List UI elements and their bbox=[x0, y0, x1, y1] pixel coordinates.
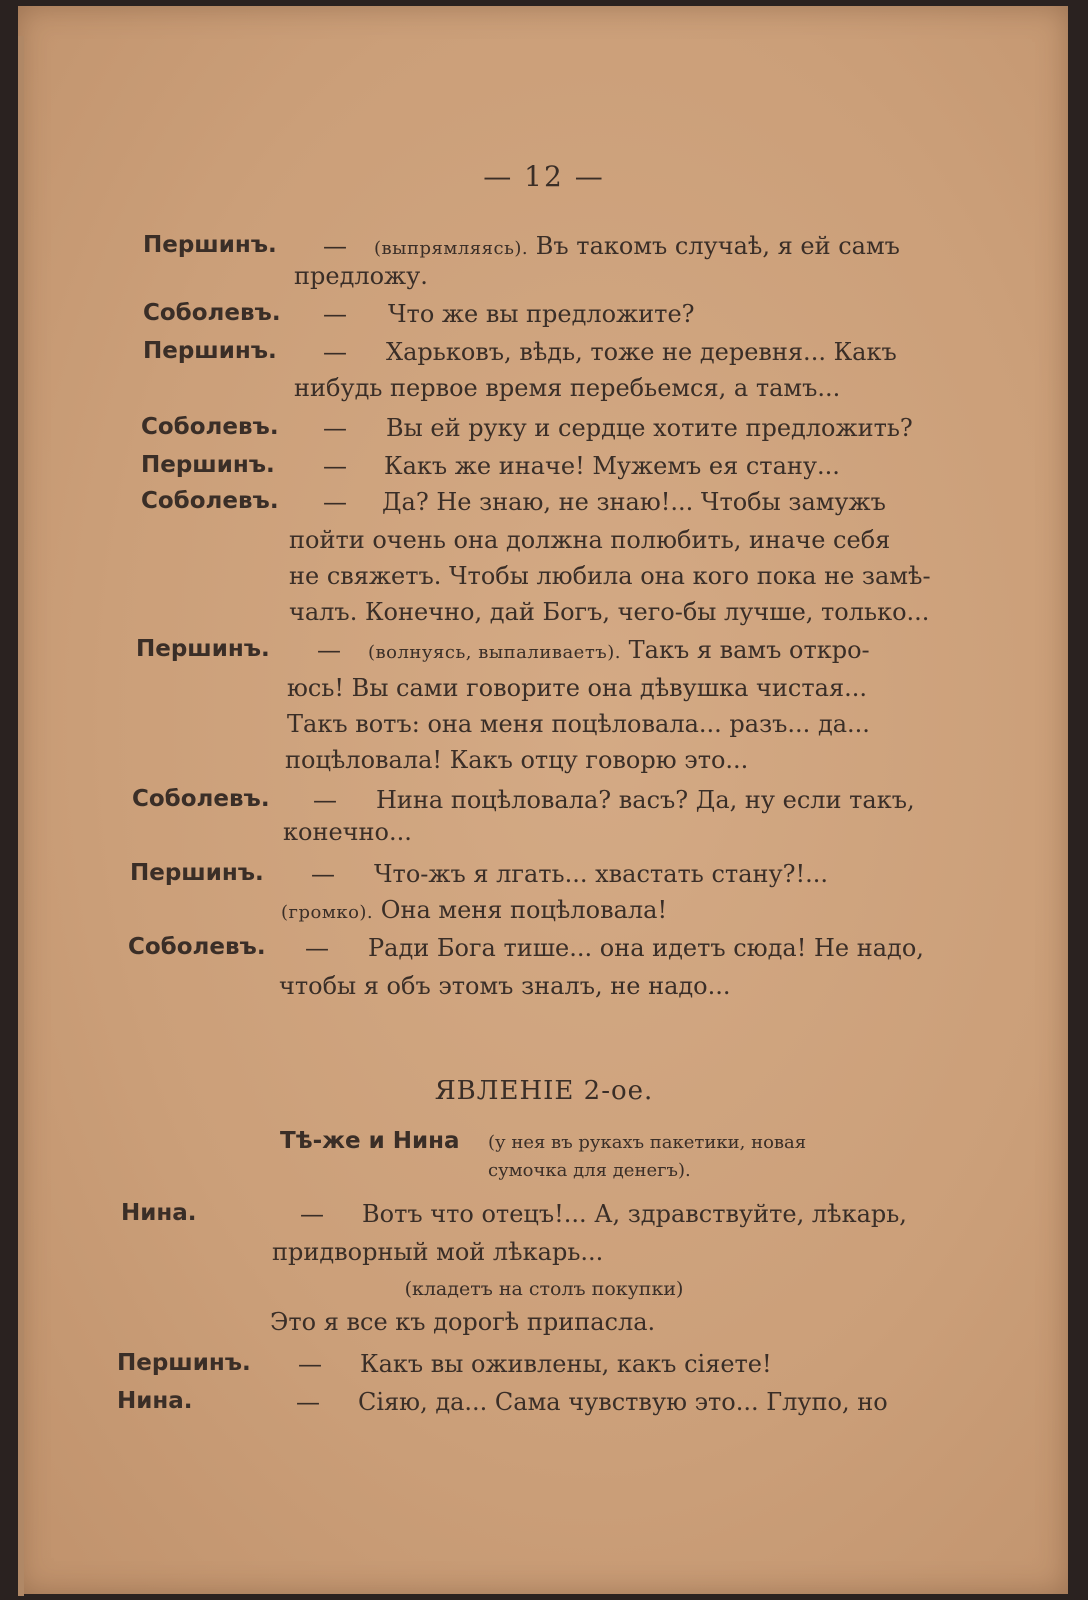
dialogue-dash: — bbox=[323, 488, 347, 516]
speaker-name: Першинъ. bbox=[136, 636, 270, 662]
dialogue-text: Что же вы предложите? bbox=[388, 300, 695, 328]
dialogue-text: Нина поцѣловала? васъ? Да, ну если такъ, bbox=[376, 786, 915, 814]
dialogue-text: (выпрямляясь). Въ такомъ случаѣ, я ей самъ bbox=[374, 232, 900, 260]
dialogue-line bbox=[0, 674, 1088, 714]
dialogue-dash: — bbox=[300, 1200, 324, 1228]
stage-direction: (у нея въ рукахъ пакетики, новая bbox=[488, 1132, 807, 1153]
dialogue-text: Что-жъ я лгать... хвастать стану?!... bbox=[374, 860, 829, 888]
dialogue-text: Такъ вотъ: она меня поцѣловала... разъ... да... bbox=[287, 710, 870, 738]
speaker-name: Першинъ. bbox=[141, 452, 275, 478]
dialogue-line bbox=[0, 452, 1088, 492]
dialogue-line bbox=[0, 338, 1088, 378]
dialogue-dash: — bbox=[323, 338, 347, 366]
speaker-name: Соболевъ. bbox=[143, 300, 281, 326]
dialogue-dash: — bbox=[311, 860, 335, 888]
dialogue-text: придворный мой лѣкарь... bbox=[272, 1238, 604, 1266]
dialogue-text: чалъ. Конечно, дай Богъ, чего-бы лучше, только... bbox=[289, 598, 930, 626]
dialogue-text: (волнуясь, выпаливаетъ). Такъ я вамъ откро- bbox=[368, 636, 870, 664]
stage-direction: (волнуясь, выпаливаетъ). bbox=[368, 642, 621, 663]
dialogue-dash: — bbox=[323, 232, 347, 260]
dialogue-line bbox=[0, 562, 1088, 602]
dialogue-dash: — bbox=[323, 300, 347, 328]
dialogue-line bbox=[0, 746, 1088, 786]
dialogue-line bbox=[0, 972, 1088, 1012]
dialogue-dash: — bbox=[305, 934, 329, 962]
speaker-name: Соболевъ. bbox=[132, 786, 270, 812]
stage-direction: (громко). bbox=[281, 902, 374, 923]
dialogue-text: предложу. bbox=[294, 262, 428, 290]
dialogue-text: Вы ей руку и сердце хотите предложить? bbox=[386, 414, 913, 442]
dialogue-text: Это я все къ дорогѣ припасла. bbox=[270, 1308, 656, 1336]
dialogue-text: юсь! Вы сами говорите она дѣвушка чистая... bbox=[287, 674, 867, 702]
dialogue-line bbox=[0, 374, 1088, 414]
dialogue-dash: — bbox=[317, 636, 341, 664]
dialogue-line bbox=[0, 1200, 1088, 1240]
dialogue-line bbox=[0, 488, 1088, 528]
stage-direction: (выпрямляясь). bbox=[374, 238, 529, 259]
dialogue-text: Да? Не знаю, не знаю!... Чтобы замужъ bbox=[382, 488, 886, 516]
dialogue-line bbox=[0, 1388, 1088, 1428]
speaker-name: Першинъ. bbox=[130, 860, 264, 886]
dialogue-dash: — bbox=[323, 414, 347, 442]
page-number: — 12 — bbox=[483, 160, 605, 193]
dialogue-line bbox=[0, 300, 1088, 340]
dialogue-text: Ради Бога тише... она идетъ сюда! Не надо, bbox=[368, 934, 924, 962]
speaker-name: Нина. bbox=[117, 1388, 193, 1414]
speaker-name: Першинъ. bbox=[143, 338, 277, 364]
dialogue-text: пойти очень она должна полюбить, иначе себя bbox=[289, 526, 891, 554]
dialogue-text: не свяжетъ. Чтобы любила она кого пока не замѣ- bbox=[289, 562, 931, 590]
dialogue-text: Вотъ что отецъ!... А, здравствуйте, лѣкарь, bbox=[362, 1200, 907, 1228]
dialogue-text: Харьковъ, вѣдь, тоже не деревня... Какъ bbox=[386, 338, 897, 366]
dialogue-line bbox=[0, 262, 1088, 302]
dialogue-dash: — bbox=[298, 1350, 322, 1378]
scene-title: ЯВЛЕНІЕ 2-ое. bbox=[434, 1076, 654, 1106]
dialogue-dash: — bbox=[313, 786, 337, 814]
dialogue-line bbox=[0, 818, 1088, 858]
speaker-name: Першинъ. bbox=[143, 232, 277, 258]
dialogue-text: Какъ же иначе! Мужемъ ея стану... bbox=[384, 452, 840, 480]
dialogue-line bbox=[0, 1308, 1088, 1348]
stage-direction: сумочка для денегъ). bbox=[488, 1160, 691, 1181]
speaker-name: Соболевъ. bbox=[128, 934, 266, 960]
dialogue-line bbox=[0, 636, 1088, 676]
dialogue-line bbox=[0, 526, 1088, 566]
dialogue-line bbox=[0, 414, 1088, 454]
stage-direction: (кладетъ на столъ покупки) bbox=[404, 1278, 684, 1300]
scene-cast: Тѣ-же и Нина bbox=[280, 1128, 460, 1154]
dialogue-dash: — bbox=[323, 452, 347, 480]
dialogue-text: нибудь первое время перебьемся, а тамъ... bbox=[294, 374, 841, 402]
dialogue-dash: — bbox=[296, 1388, 320, 1416]
speaker-name: Першинъ. bbox=[117, 1350, 251, 1376]
dialogue-text: (громко). Она меня поцѣловала! bbox=[281, 896, 668, 924]
dialogue-text: Сіяю, да... Сама чувствую это... Глупо, но bbox=[358, 1388, 888, 1416]
dialogue-line bbox=[0, 598, 1088, 638]
dialogue-text: чтобы я объ этомъ зналъ, не надо... bbox=[279, 972, 731, 1000]
speaker-name: Соболевъ. bbox=[141, 414, 279, 440]
dialogue-line bbox=[0, 860, 1088, 900]
dialogue-line bbox=[0, 710, 1088, 750]
dialogue-line bbox=[0, 896, 1088, 936]
dialogue-line bbox=[0, 934, 1088, 974]
speaker-name: Соболевъ. bbox=[141, 488, 279, 514]
dialogue-line bbox=[0, 1238, 1088, 1278]
speaker-name: Нина. bbox=[121, 1200, 197, 1226]
dialogue-text: конечно... bbox=[283, 818, 412, 846]
dialogue-text: Какъ вы оживлены, какъ сіяете! bbox=[360, 1350, 772, 1378]
dialogue-line bbox=[0, 1350, 1088, 1390]
dialogue-text: поцѣловала! Какъ отцу говорю это... bbox=[285, 746, 749, 774]
